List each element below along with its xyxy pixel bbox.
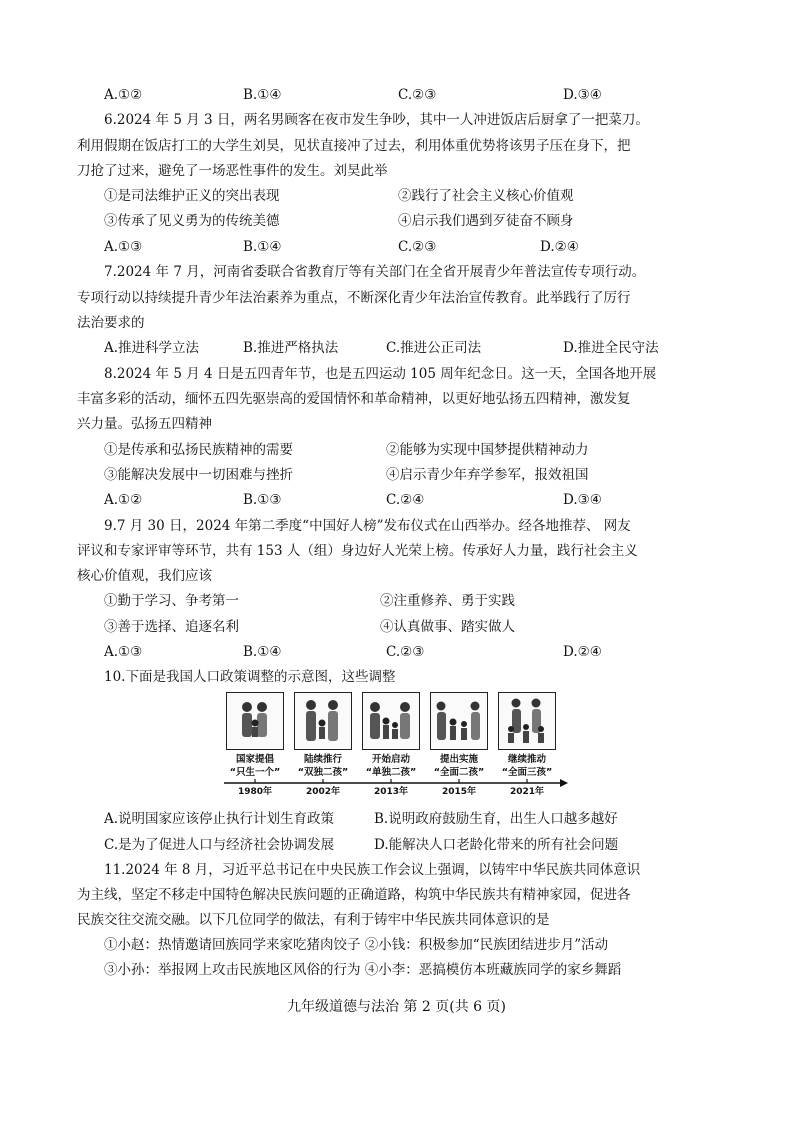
stage-2-policy: “双独二孩”: [297, 767, 349, 778]
q9-stem-line-2: 评议和专家评审等环节，共有 153 人（组）身边好人光荣上榜。传承好人力量，践行社会主义: [77, 543, 638, 559]
stage-4-year: 2015年: [441, 787, 477, 797]
q6-stem-line-2: 利用假期在饭店打工的大学生刘昊，见状直接冲了过去，利用体重优势将该男子压在身下，把: [77, 138, 631, 154]
stage-2-action: 陆续推行: [303, 754, 342, 765]
q8-option-a: A.①②: [104, 492, 143, 508]
q6-option-a: A.①③: [104, 239, 143, 255]
q9-item-4: ④认真做事、踏实做人: [380, 619, 515, 635]
q8-option-d: D.③④: [563, 492, 602, 508]
q9-item-1: ①勤于学习、争考第一: [104, 593, 239, 609]
q7-option-b: B.推进严格执法: [243, 340, 339, 356]
family-illustration-4: [430, 692, 488, 750]
q5-option-b: B.①④: [243, 87, 282, 103]
family-illustration-5: [498, 692, 556, 750]
q6-item-4: ④启示我们遇到歹徒奋不顾身: [398, 213, 574, 229]
q7-option-d: D.推进全民守法: [563, 340, 659, 356]
family-illustration-1: [226, 692, 284, 750]
stage-3-policy: “单独二孩”: [365, 767, 417, 778]
q8-stem-line-2: 丰富多彩的活动，缅怀五四先驱崇高的爱国情怀和革命精神，以更好地弘扬五四精神，激发复: [77, 391, 631, 407]
q10-stem: 10.下面是我国人口政策调整的示意图，这些调整: [104, 669, 396, 685]
q10-option-a: A.说明国家应该停止执行计划生育政策: [104, 811, 335, 827]
q5-option-a: A.①②: [104, 87, 143, 103]
q6-stem-line-3: 刀抢了过来，避免了一场恶性事件的发生。刘昊此举: [77, 163, 388, 179]
q6-item-2: ②践行了社会主义核心价值观: [398, 188, 574, 204]
q8-option-c: C.②④: [386, 492, 425, 508]
q11-items-row-2: ③小孙：举报网上攻击民族地区风俗的行为 ④小李：恶搞模仿本班藏族同学的家乡舞蹈: [104, 962, 622, 978]
q8-item-1: ①是传承和弘扬民族精神的需要: [104, 442, 293, 458]
q10-option-b: B.说明政府鼓励生育，出生人口越多越好: [374, 811, 618, 827]
family-illustration-2: [294, 692, 352, 750]
page-footer: 九年级道德与法治 第 2 页(共 6 页): [287, 999, 506, 1015]
q8-item-4: ④启示青少年弃学参军，报效祖国: [386, 467, 589, 483]
stage-3-action: 开始启动: [371, 754, 410, 765]
q9-item-3: ③善于选择、追逐名利: [104, 619, 239, 635]
q6-item-3: ③传承了见义勇为的传统美德: [104, 213, 280, 229]
q9-option-c: C.②③: [386, 644, 425, 660]
stage-1-policy: “只生一个”: [229, 767, 281, 778]
stage-4-action: 提出实施: [439, 754, 478, 765]
q7-stem-line-2: 专项行动以持续提升青少年法治素养为重点，不断深化青少年法治宣传教育。此举践行了厉行: [77, 290, 631, 306]
q6-stem-line-1: 6.2024 年 5 月 3 日，两名男顾客在夜市发生争吵，其中一人冲进饭店后厨拿了一把菜刀。: [104, 112, 649, 128]
q9-option-a: A.①③: [104, 644, 143, 660]
family-illustration-3: [362, 692, 420, 750]
stage-5-action: 继续推动: [507, 754, 546, 765]
q8-item-2: ②能够为实现中国梦提供精神动力: [386, 442, 589, 458]
q9-stem-line-1: 9.7 月 30 日，2024 年第二季度“中国好人榜”发布仪式在山西举办。经各地推荐、 网友: [104, 518, 631, 534]
q10-option-d: D.能解决人口老龄化带来的所有社会问题: [374, 837, 619, 853]
stage-1-action: 国家提倡: [235, 754, 274, 765]
q9-stem-line-3: 核心价值观，我们应该: [77, 568, 212, 584]
q9-option-b: B.①④: [243, 644, 282, 660]
q11-stem-line-2: 为主线，坚定不移走中国特色解决民族问题的正确道路，构筑中华民族共有精神家园，促进各: [77, 887, 631, 903]
q9-item-2: ②注重修养、勇于实践: [380, 593, 515, 609]
stage-5-policy: “全面三孩”: [501, 767, 553, 778]
population-policy-diagram: [222, 688, 570, 800]
q11-stem-line-3: 民族交往交流交融。以下几位同学的做法，有利于铸牢中华民族共同体意识的是: [77, 912, 550, 928]
q6-item-1: ①是司法维护正义的突出表现: [104, 188, 280, 204]
q6-option-b: B.①④: [243, 239, 282, 255]
q10-option-c: C.是为了促进人口与经济社会协调发展: [104, 837, 335, 853]
stage-3-year: 2013年: [373, 787, 409, 797]
q8-stem-line-3: 兴力量。弘扬五四精神: [77, 416, 212, 432]
q7-stem-line-1: 7.2024 年 7 月，河南省委联合省教育厅等有关部门在全省开展青少年普法宣传专项行动。: [104, 264, 646, 280]
q5-option-d: D.③④: [563, 87, 602, 103]
stage-1-year: 1980年: [237, 787, 273, 797]
q11-stem-line-1: 11.2024 年 8 月，习近平总书记在中央民族工作会议上强调，以铸牢中华民族共同体意识: [104, 862, 641, 878]
q7-stem-line-3: 法治要求的: [77, 315, 145, 331]
q7-option-c: C.推进公正司法: [386, 340, 482, 356]
q5-option-c: C.②③: [398, 87, 437, 103]
q7-option-a: A.推进科学立法: [104, 340, 200, 356]
q9-option-d: D.②④: [563, 644, 602, 660]
q8-stem-line-1: 8.2024 年 5 月 4 日是五四青年节，也是五四运动 105 周年纪念日。这一天，全国各地开展: [104, 366, 657, 382]
stage-2-year: 2002年: [305, 787, 341, 797]
q8-option-b: B.①③: [243, 492, 282, 508]
stage-5-year: 2021年: [509, 787, 545, 797]
q6-option-d: D.②④: [540, 239, 579, 255]
q8-item-3: ③能解决发展中一切困难与挫折: [104, 467, 293, 483]
q6-option-c: C.②③: [398, 239, 437, 255]
stage-4-policy: “全面二孩”: [433, 767, 485, 778]
q11-items-row-1: ①小赵：热情邀请回族同学来家吃猪肉饺子 ②小钱：积极参加“民族团结进步月”活动: [104, 937, 609, 953]
